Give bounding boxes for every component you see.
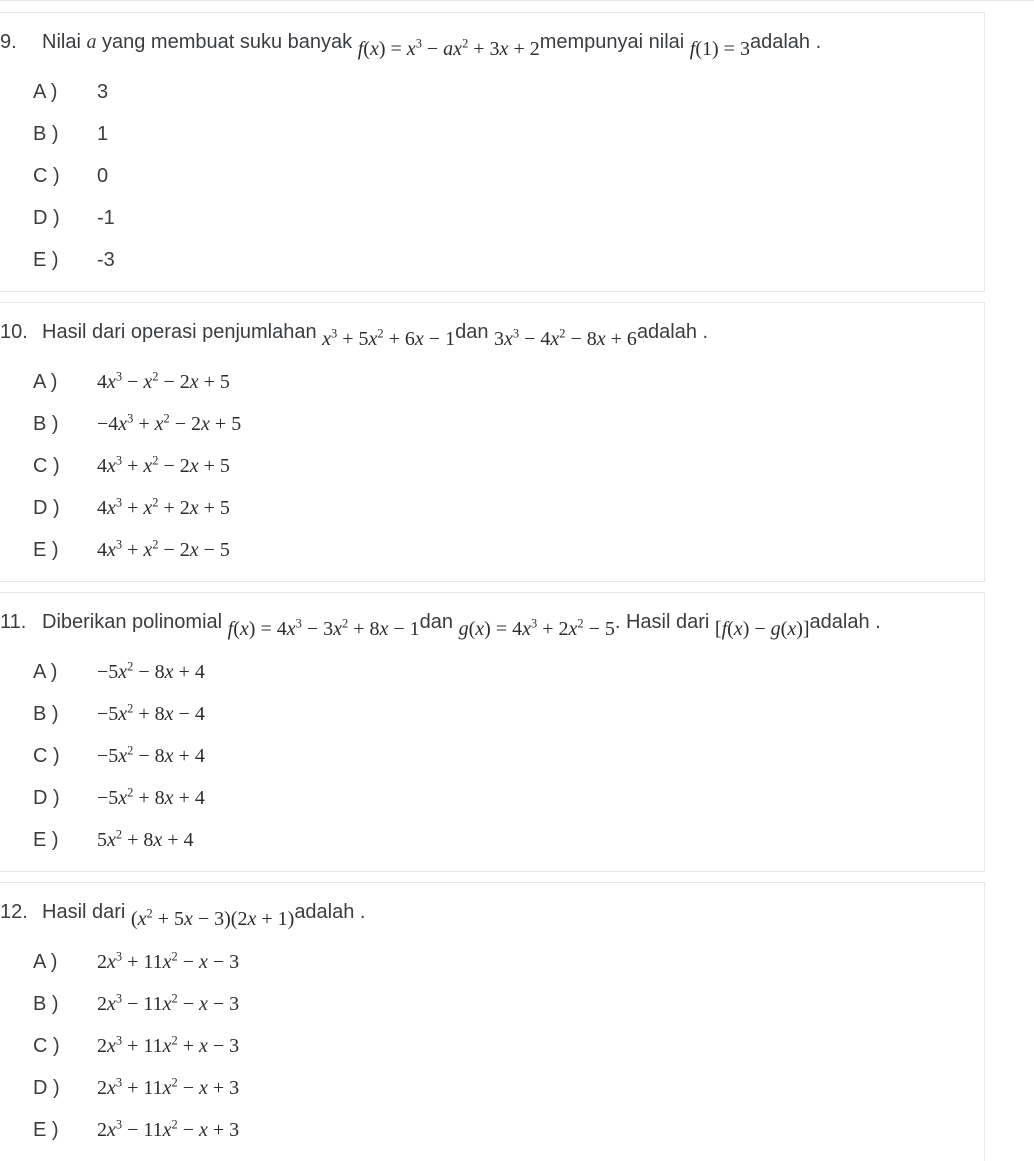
question-text — [0, 607, 984, 640]
question-text-segment: adalah . — [749, 31, 822, 53]
option-value: $5x^2 + 8x + 4$ — [97, 827, 194, 851]
question-number: 9. — [0, 31, 17, 53]
answer-option[interactable] — [0, 371, 984, 393]
answer-option[interactable] — [0, 207, 984, 229]
answer-option[interactable] — [0, 165, 984, 187]
option-value: 1 — [97, 123, 109, 145]
question-text-segment: Nilai — [42, 31, 87, 53]
option-value: $2x^3 + 11x^2 + x - 3$ — [97, 1033, 240, 1057]
answer-option[interactable] — [0, 539, 984, 561]
question-card — [0, 882, 985, 1161]
option-value: $-4x^3 + x^2 - 2x + 5$ — [97, 411, 242, 435]
math-expression: $f(x) = x^3 - ax^2 + 3x + 2$ — [357, 36, 540, 60]
question-text-segment: adalah . — [809, 611, 881, 633]
answer-option[interactable] — [0, 745, 984, 767]
answer-option[interactable] — [0, 455, 984, 477]
option-value: $-5x^2 + 8x + 4$ — [97, 785, 205, 809]
question-number: 12. — [0, 901, 28, 923]
answer-option[interactable] — [0, 661, 984, 683]
answer-option[interactable] — [0, 1119, 984, 1141]
answer-option[interactable] — [0, 787, 984, 809]
answer-options — [0, 661, 984, 851]
math-expression: f(1) = 3 — [689, 38, 750, 60]
option-letter: B ) — [33, 993, 59, 1015]
option-value: $-5x^2 + 8x - 4$ — [97, 701, 205, 725]
option-letter: E ) — [33, 829, 59, 851]
option-letter: E ) — [33, 1119, 59, 1141]
option-letter: C ) — [33, 455, 60, 477]
answer-options — [0, 81, 984, 271]
math-expression: $3x^3 - 4x^2 - 8x + 6$ — [494, 326, 637, 350]
option-letter: E ) — [33, 249, 59, 271]
math-expression: $(x^2 + 5x - 3)(2x + 1)$ — [130, 906, 295, 930]
question-list — [0, 12, 1034, 1161]
question-number: 10. — [0, 321, 28, 343]
answer-option[interactable] — [0, 993, 984, 1015]
answer-option[interactable] — [0, 703, 984, 725]
answer-option[interactable] — [0, 951, 984, 973]
option-value: $4x^3 + x^2 - 2x + 5$ — [97, 453, 230, 477]
question-text-segment: Hasil dari operasi penjumlahan — [42, 321, 323, 343]
option-letter: A ) — [33, 371, 58, 393]
option-value: $4x^3 + x^2 - 2x - 5$ — [97, 537, 230, 561]
question-text-segment: adalah . — [636, 321, 709, 343]
option-value: $2x^3 - 11x^2 - x - 3$ — [97, 991, 240, 1015]
option-letter: C ) — [33, 745, 60, 767]
answer-option[interactable] — [0, 249, 984, 271]
answer-option[interactable] — [0, 1035, 984, 1057]
answer-option[interactable] — [0, 413, 984, 435]
question-text-segment: . Hasil dari — [614, 611, 715, 633]
answer-option[interactable] — [0, 829, 984, 851]
option-letter: B ) — [33, 413, 59, 435]
answer-option[interactable] — [0, 1077, 984, 1099]
answer-option[interactable] — [0, 497, 984, 519]
option-value: $-5x^2 - 8x + 4$ — [97, 743, 205, 767]
option-letter: B ) — [33, 123, 59, 145]
option-value: 0 — [97, 165, 109, 187]
option-value: -1 — [97, 207, 115, 229]
option-letter: A ) — [33, 81, 58, 103]
option-value: $-5x^2 - 8x + 4$ — [97, 659, 205, 683]
option-letter: D ) — [33, 207, 60, 229]
question-card — [0, 12, 985, 292]
question-text-segment: mempunyai nilai — [539, 31, 690, 53]
option-letter: B ) — [33, 703, 59, 725]
option-value: $4x^3 + x^2 + 2x + 5$ — [97, 495, 230, 519]
math-expression: $g(x) = 4x^3 + 2x^2 - 5$ — [458, 616, 615, 640]
question-card — [0, 592, 985, 872]
math-expression: $x^3 + 5x^2 + 6x - 1$ — [322, 326, 456, 350]
option-value: $2x^3 - 11x^2 - x + 3$ — [97, 1117, 240, 1141]
answer-options — [0, 371, 984, 561]
question-text-segment: dan — [419, 611, 459, 633]
question-text-segment: Hasil dari — [42, 901, 131, 923]
answer-option[interactable] — [0, 81, 984, 103]
option-value: $2x^3 + 11x^2 - x + 3$ — [97, 1075, 240, 1099]
question-text-segment: Diberikan polinomial — [42, 611, 228, 633]
question-text-segment: yang membuat suku banyak — [96, 31, 358, 53]
option-letter: D ) — [33, 1077, 60, 1099]
question-text — [0, 27, 984, 60]
math-expression: $f(x) = 4x^3 - 3x^2 + 8x - 1$ — [227, 616, 420, 640]
option-value: $2x^3 + 11x^2 - x - 3$ — [97, 949, 240, 973]
page-top-divider — [0, 0, 1034, 1]
question-text-segment: adalah . — [294, 901, 366, 923]
option-letter: D ) — [33, 497, 60, 519]
option-letter: A ) — [33, 661, 58, 683]
question-text-segment: dan — [455, 321, 495, 343]
option-letter: C ) — [33, 1035, 60, 1057]
option-letter: A ) — [33, 951, 58, 973]
math-expression: [f(x) − g(x)] — [714, 618, 810, 640]
question-card — [0, 302, 985, 582]
option-letter: D ) — [33, 787, 60, 809]
option-value: $4x^3 - x^2 - 2x + 5$ — [97, 369, 230, 393]
answer-option[interactable] — [0, 123, 984, 145]
math-variable: a — [86, 31, 97, 53]
question-text — [0, 897, 984, 930]
question-text — [0, 317, 984, 350]
answer-options — [0, 951, 984, 1141]
option-value: 3 — [97, 81, 109, 103]
option-value: -3 — [97, 249, 115, 271]
option-letter: E ) — [33, 539, 59, 561]
question-number: 11. — [0, 611, 27, 633]
option-letter: C ) — [33, 165, 60, 187]
